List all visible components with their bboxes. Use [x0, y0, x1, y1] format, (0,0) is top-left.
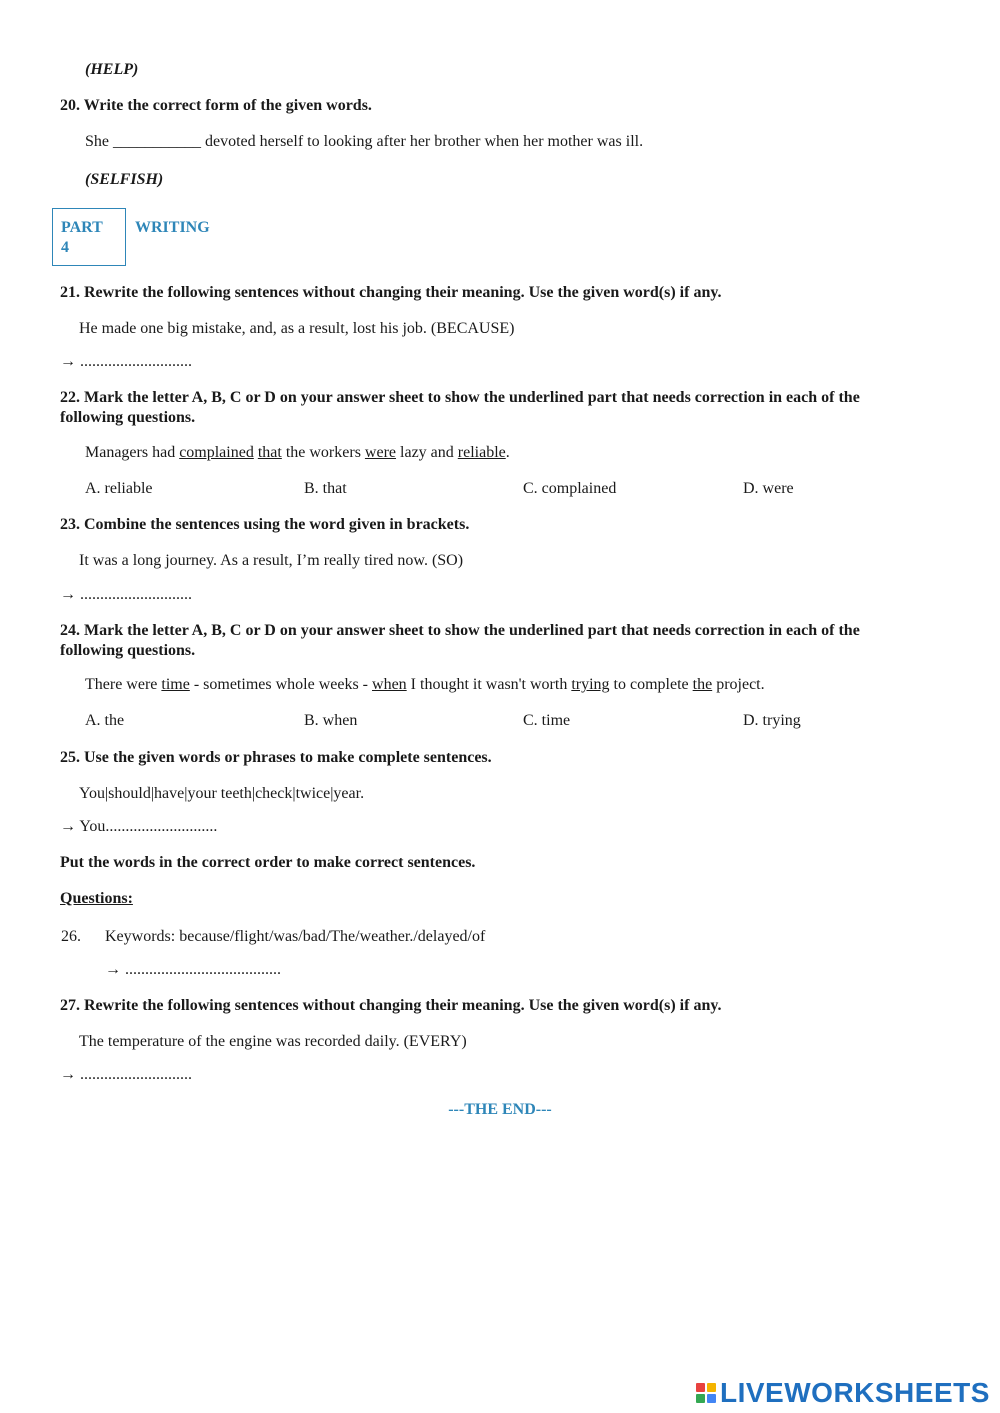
q21-sentence: He made one big mistake, and, as a result, lost his job. (BECAUSE) — [79, 320, 515, 337]
q22-underlined-2: that — [257, 444, 282, 461]
q26-answer-field[interactable]: → ....................................... — [105, 961, 281, 978]
q26-keywords: Keywords: because/flight/was/bad/The/weather./delayed/of — [105, 928, 486, 945]
q24-underlined-4: the — [692, 676, 713, 693]
q22-text-1: Managers had — [85, 444, 180, 461]
q24-underlined-3: trying — [571, 676, 610, 693]
end-text: ---THE END--- — [448, 1101, 552, 1118]
q21-title: 21. Rewrite the following sentences without changing their meaning. Use the given word(s) if any. — [60, 284, 722, 301]
part-title: WRITING — [135, 219, 210, 236]
q20-hint: (SELFISH) — [85, 171, 164, 188]
reorder-title: Put the words in the correct order to make correct sentences. — [60, 854, 476, 871]
q22-option-d[interactable]: D. were — [743, 480, 794, 497]
q22-text-4: lazy and — [396, 444, 458, 461]
logo-square-1 — [696, 1383, 705, 1392]
q20-after: devoted herself to looking after her brother when her mother was ill. — [205, 133, 644, 150]
q22-underlined-1: complained — [179, 444, 254, 461]
q21-answer-field[interactable]: → ............................ — [60, 353, 192, 370]
logo-square-3 — [696, 1394, 705, 1403]
q22-underlined-4: reliable — [457, 444, 506, 461]
q26-number: 26. — [61, 928, 81, 945]
q24-title: 24. Mark the letter A, B, C or D on your answer sheet to show the underlined part that needs correction in each of the following questions. — [60, 622, 860, 659]
q25-answer-field[interactable]: → You............................ — [60, 818, 218, 835]
q24-option-d[interactable]: D. trying — [743, 712, 801, 729]
q24-option-a[interactable]: A. the — [85, 712, 125, 729]
q20-blank[interactable]: ___________ — [113, 133, 201, 150]
q22-option-b[interactable]: B. that — [304, 480, 347, 497]
q25-title: 25. Use the given words or phrases to make complete sentences. — [60, 749, 492, 766]
q24-option-b[interactable]: B. when — [304, 712, 358, 729]
q22-sentence — [85, 444, 510, 462]
q22-underlined-3: were — [364, 444, 397, 461]
q19-hint: (HELP) — [85, 61, 139, 78]
logo-square-4 — [707, 1394, 716, 1403]
q24-text-4: to complete — [609, 676, 693, 693]
logo-grid-icon — [696, 1383, 716, 1403]
part-box — [52, 208, 126, 266]
q20-before: She — [85, 133, 109, 150]
q20-title: 20. Write the correct form of the given words. — [60, 97, 372, 114]
q24-underlined-1: time — [161, 676, 190, 693]
q22-title: 22. Mark the letter A, B, C or D on your answer sheet to show the underlined part that needs correction in each of the following questions. — [60, 389, 860, 426]
q22-option-c[interactable]: C. complained — [523, 480, 617, 497]
q22-text-3: the workers — [281, 444, 365, 461]
q27-sentence: The temperature of the engine was recorded daily. (EVERY) — [79, 1033, 467, 1050]
questions-label: Questions: — [60, 890, 133, 907]
q22-option-a[interactable]: A. reliable — [85, 480, 153, 497]
q24-underlined-2: when — [372, 676, 407, 693]
q23-sentence: It was a long journey. As a result, I’m really tired now. (SO) — [79, 552, 464, 569]
q24-sentence — [85, 676, 765, 694]
part-label: PART 4 — [61, 219, 103, 256]
liveworksheets-logo — [696, 1377, 990, 1409]
q24-option-c[interactable]: C. time — [523, 712, 571, 729]
logo-text: LIVEWORKSHEETS — [720, 1377, 990, 1408]
q27-title: 27. Rewrite the following sentences without changing their meaning. Use the given word(s) if any. — [60, 997, 722, 1014]
q25-sentence: You|should|have|your teeth|check|twice|year. — [79, 785, 365, 802]
q24-text-5: project. — [712, 676, 765, 693]
q24-text-3: I thought it wasn't worth — [406, 676, 572, 693]
q24-text-1: There were — [85, 676, 162, 693]
q23-answer-field[interactable]: → ............................ — [60, 586, 192, 603]
q24-text-2: - sometimes whole weeks - — [189, 676, 373, 693]
q20-sentence — [85, 133, 643, 151]
logo-square-2 — [707, 1383, 716, 1392]
q22-text-5: . — [505, 444, 510, 461]
q27-answer-field[interactable]: → ............................ — [60, 1066, 192, 1083]
q23-title: 23. Combine the sentences using the word given in brackets. — [60, 516, 470, 533]
